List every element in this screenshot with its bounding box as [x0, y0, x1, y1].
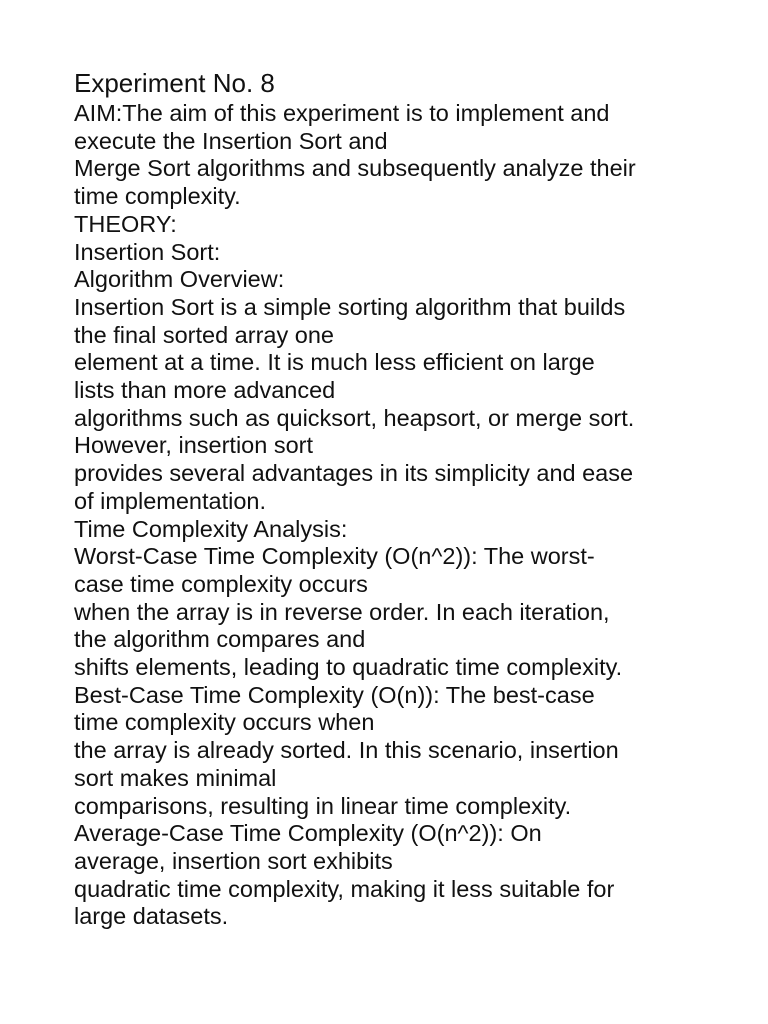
algorithm-overview-heading: Algorithm Overview:: [74, 266, 285, 293]
worst-case-line: the algorithm compares and: [74, 626, 366, 653]
average-case-line: average, insertion sort exhibits: [74, 847, 393, 874]
aim-line: AIM:The aim of this experiment is to implement and: [74, 100, 610, 126]
overview-line: provides several advantages in its simplicity and ease: [74, 460, 634, 487]
average-case-line: Average-Case Time Complexity (O(n^2)): On: [74, 820, 542, 847]
insertion-sort-heading: Insertion Sort:: [74, 238, 221, 265]
overview-line: lists than more advanced: [74, 377, 336, 404]
theory-heading: THEORY:: [74, 210, 177, 237]
average-case-line: large datasets.: [74, 903, 229, 930]
aim-line: execute the Insertion Sort and: [74, 127, 388, 154]
experiment-title: Experiment No. 8: [74, 68, 275, 98]
overview-line: However, insertion sort: [74, 432, 314, 459]
best-case-line: Best-Case Time Complexity (O(n)): The best-case: [74, 681, 595, 708]
worst-case-line: when the array is in reverse order. In each iteration,: [74, 598, 610, 625]
document-body: [74, 66, 734, 931]
best-case-line: time complexity occurs when: [74, 709, 375, 736]
aim-line: Merge Sort algorithms and subsequently analyze their: [74, 155, 636, 182]
average-case-line: quadratic time complexity, making it less suitable for: [74, 875, 615, 902]
overview-line: algorithms such as quicksort, heapsort, or merge sort.: [74, 404, 635, 431]
best-case-line: sort makes minimal: [74, 764, 277, 791]
best-case-line: comparisons, resulting in linear time complexity.: [74, 792, 572, 819]
overview-line: Insertion Sort is a simple sorting algorithm that builds: [74, 293, 626, 320]
overview-line: element at a time. It is much less efficient on large: [74, 349, 595, 376]
overview-line: of implementation.: [74, 487, 267, 514]
time-complexity-heading: Time Complexity Analysis:: [74, 515, 348, 542]
worst-case-line: case time complexity occurs: [74, 570, 368, 597]
worst-case-line: shifts elements, leading to quadratic time complexity.: [74, 654, 623, 681]
aim-line: time complexity.: [74, 183, 241, 210]
overview-line: the final sorted array one: [74, 321, 334, 348]
worst-case-line: Worst-Case Time Complexity (O(n^2)): The worst-: [74, 543, 595, 570]
best-case-line: the array is already sorted. In this scenario, insertion: [74, 737, 619, 764]
